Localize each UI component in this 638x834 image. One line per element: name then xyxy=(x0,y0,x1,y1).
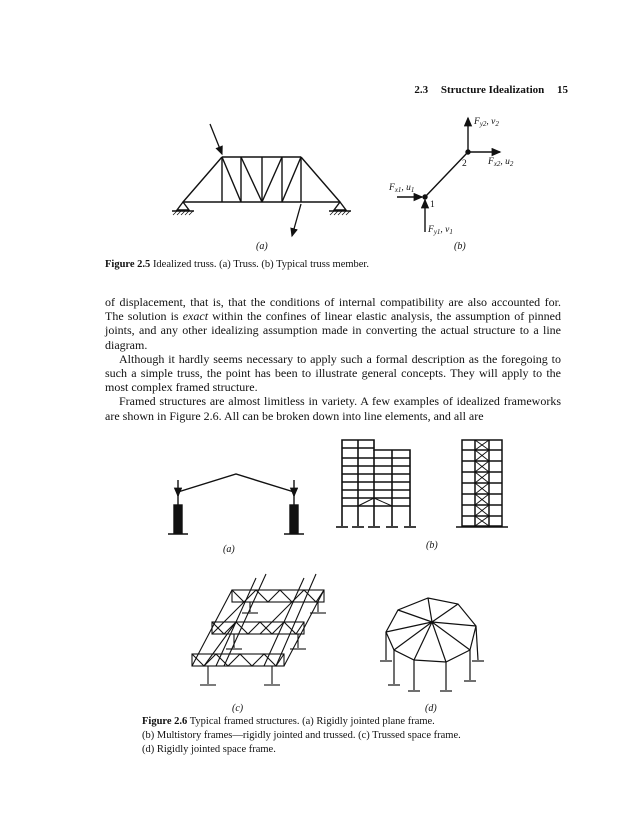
multistory-rigid-frame xyxy=(336,440,416,527)
fig-2-6-caption-line-3: (d) Rigidly jointed space frame. xyxy=(142,744,276,755)
multistory-trussed-frame xyxy=(456,440,508,527)
fig-2-6-caption-line-1: Figure 2.6 Typical framed structures. (a) Rigidly jointed plane frame. xyxy=(142,716,435,727)
fig-2-6-label-a: (a) xyxy=(223,544,235,555)
fig-2-6-label-c: (c) xyxy=(232,703,244,714)
paragraph-1: of displacement, that is, that the conditions of internal compatibility are also accounted for. The solution is exact within the confines of linear elastic analysis, the assumption of pinned joints, and any other idealizing assumption made in converting the actual structure to a line diagram. xyxy=(105,295,561,352)
fig-2-5-label-a: (a) xyxy=(256,241,268,252)
emphasis-exact: exact xyxy=(182,309,209,324)
fig-2-6-caption xyxy=(142,715,542,757)
svg-text:Fy1, v1: $F_{y1}$, $v_1$ xyxy=(428,225,453,236)
fig-2-6-label-b: (b) xyxy=(426,540,438,551)
space-frame-dome xyxy=(380,598,484,691)
trussed-space-frame xyxy=(192,574,326,685)
svg-text:2: 2 xyxy=(462,159,467,169)
svg-text:Fy2, v2: $F_{y2}$, $v_2$ xyxy=(474,117,499,128)
svg-text:1: 1 xyxy=(430,200,435,210)
fig-2-5-label-b: (b) xyxy=(454,241,466,252)
fig-2-6-caption-number: Figure 2.6 xyxy=(142,716,188,727)
fig-2-6-label-d: (d) xyxy=(425,703,437,714)
fig-2-5-caption-text: Idealized truss. (a) Truss. (b) Typical truss member. xyxy=(152,259,369,270)
paragraph-3: Framed structures are almost limitless in variety. A few examples of idealized frameworks are shown in Figure 2.6. All can be broken down into line elements, and all are xyxy=(105,394,561,423)
fig-2-5-caption-number: Figure 2.5 xyxy=(105,259,151,270)
paragraph-2: Although it hardly seems necessary to apply such a formal description as the foregoing to such a simple truss, the point has been to illustrate general concepts. They will apply to the most complex framed structure. xyxy=(105,351,561,395)
plane-frame-diagram xyxy=(168,474,304,534)
section-number: 2.3 xyxy=(414,84,429,96)
svg-text:Fx2, u2: $F_{x2}$, $u_2$ xyxy=(488,157,514,168)
section-title: Structure Idealization xyxy=(440,84,545,96)
svg-text:Fx1, u1: $F_{x1}$, $u_1$ xyxy=(389,183,415,194)
fig-2-6-caption-line-2: (b) Multistory frames—rigidly jointed and trussed. (c) Trussed space frame. xyxy=(142,730,461,741)
page-number: 15 xyxy=(557,84,568,96)
